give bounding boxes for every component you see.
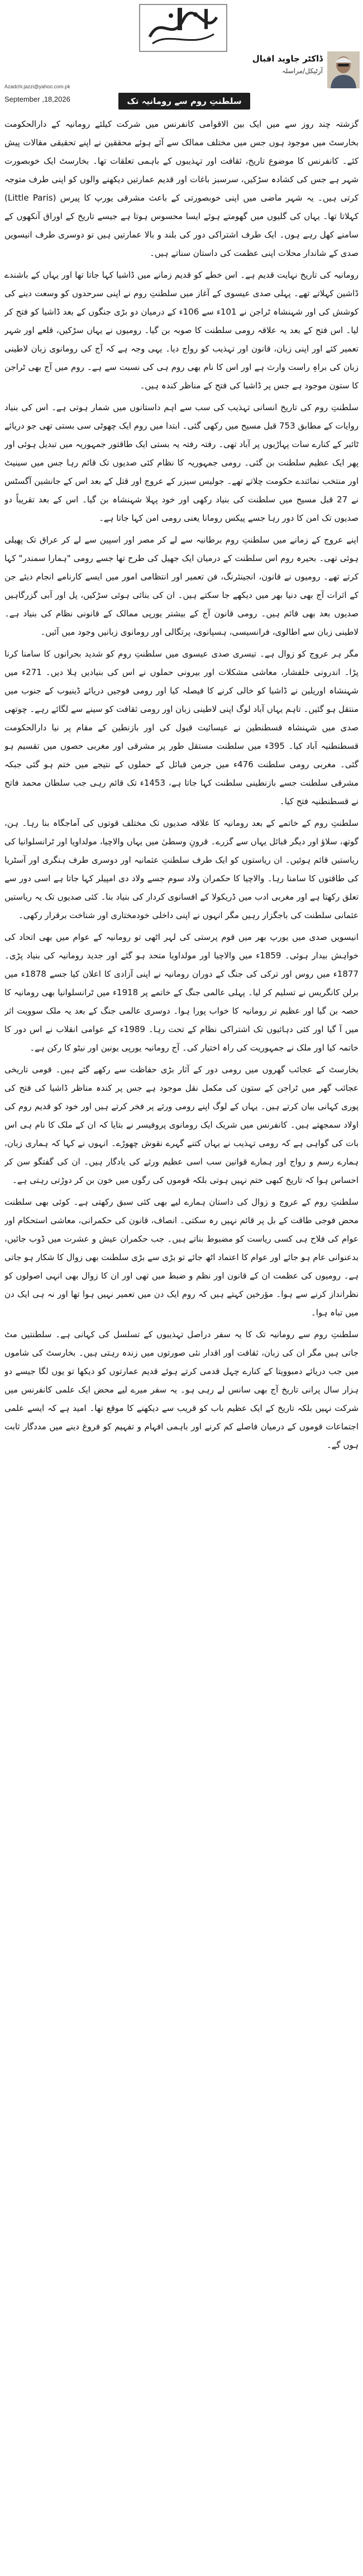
- author-box: [243, 51, 360, 88]
- article-paragraph: سلطنتِ روم کے عروج و زوال کی داستان ہمارے لیے بھی کئی سبق رکھتی ہے۔ کوئی بھی سلطنت محض فوجی طاقت کے بل پر قائم نہیں رہ سکتی۔ انصاف، قانون کی حکمرانی، معاشی استحکام اور عوام کی فلاح ہی کسی ریاست کو مضبوط بناتے ہیں۔ جب حکمران عیش و عشرت میں ڈوب جائیں، بدعنوانی عام ہو جائے اور عوام کا اعتماد اٹھ جائے تو بڑی سے بڑی سلطنت بھی زوال کا شکار ہو جاتی ہے۔ رومیوں کی عظمت ان کے قانون اور نظم و ضبط میں تھی اور ان کا زوال بھی انہی اصولوں کو نظرانداز کرنے سے ہوا۔ مؤرخین کہتے ہیں کہ روم ایک دن میں تعمیر نہیں ہوا تھا اور نہ ہی ایک دن میں تباہ ہوا۔: [4, 1197, 359, 1318]
- article-body: [4, 115, 359, 2572]
- article-paragraph: انیسویں صدی میں یورپ بھر میں قوم پرستی کی لہر اٹھی تو رومانیہ کے عوام میں بھی اتحاد کی خواہش بیدار ہوئی۔ 1859ء میں والاچیا اور مولداویا متحد ہو گئے اور جدید رومانیہ کی بنیاد پڑی۔ 1877ء میں روس اور ترکی کی جنگ کے دوران رومانیہ نے اپنی آزادی کا اعلان کیا جسے 1878ء میں برلن کانگریس نے تسلیم کر لیا۔ پہلی عالمی جنگ کے خاتمے پر 1918ء میں ٹرانسلوانیا بھی رومانیہ کا حصہ بن گیا اور عظیم تر رومانیہ کا خواب پورا ہوا۔ دوسری عالمی جنگ کے بعد یہ ملک سوویت اثر میں آ گیا اور کئی دہائیوں تک اشتراکی نظام کے تحت رہا۔ 1989ء کے عوامی انقلاب نے اس دور کا خاتمہ کیا اور ملک نے جمہوریت کی راہ اختیار کی۔ آج رومانیہ یورپی یونین اور نیٹو کا رکن ہے۔: [4, 932, 359, 1053]
- author-avatar-icon: [327, 51, 360, 88]
- author-email: Azadchi.jazzi@yahoo.com.pk: [4, 84, 70, 89]
- article-paragraph: اپنے عروج کے زمانے میں سلطنتِ روم برطانیہ سے لے کر مصر اور اسپین سے لے کر عراق تک پھیلی ہوئی تھی۔ بحیرہ روم اس سلطنت کے درمیان ایک جھیل کی طرح تھا جسے رومی "ہمارا سمندر" کہا کرتے تھے۔ رومیوں نے قانون، انجینئرنگ، فن تعمیر اور انتظامی امور میں ایسے کارنامے انجام دیئے جن کے اثرات آج بھی دنیا بھر میں دیکھے جا سکتے ہیں۔ ان کی بنائی ہوئی سڑکیں، پل اور آبی گزرگاہیں صدیوں بعد بھی قائم ہیں۔ رومی قانون آج کے بیشتر یورپی ممالک کے قانونی نظام کی بنیاد ہے۔ لاطینی زبان سے اطالوی، فرانسیسی، ہسپانوی، پرتگالی اور رومانوی زبانیں وجود میں آئیں۔: [4, 535, 359, 637]
- masthead: [0, 0, 363, 106]
- publication-date: September ,18,2026: [4, 95, 70, 103]
- author-label: آرٹیکل/مراسلہ: [281, 67, 323, 75]
- article-paragraph: مگر ہر عروج کو زوال ہے۔ تیسری صدی عیسوی میں سلطنتِ روم کو شدید بحرانوں کا سامنا کرنا پڑا۔ اندرونی خلفشار، معاشی مشکلات اور بیرونی حملوں نے اس کی بنیادیں ہلا دیں۔ 271ء میں شہنشاہ اوریلین نے ڈاشیا کو خالی کرنے کا فیصلہ کیا اور رومی فوجیں دریائے ڈینیوب کے جنوب میں منتقل ہو گئیں۔ تاہم یہاں آباد لوگ اپنی لاطینی زبان اور رومی ثقافت کو سینے سے لگائے رہے۔ چوتھی صدی میں شہنشاہ قسطنطین نے عیسائیت قبول کی اور بازنطین کے مقام پر نیا دارالحکومت قسطنطنیہ آباد کیا۔ 395ء میں سلطنت مستقل طور پر مشرقی اور مغربی حصوں میں تقسیم ہو گئی۔ مغربی رومی سلطنت 476ء میں جرمن قبائل کے حملوں کے نتیجے میں ختم ہو گئی جبکہ مشرقی سلطنت جسے بازنطینی سلطنت کہا جاتا ہے، 1453ء تک قائم رہی جب سلطان محمد فاتح نے قسطنطنیہ فتح کیا۔: [4, 649, 359, 806]
- article-paragraph: بخارسٹ کے عجائب گھروں میں رومی دور کے آثار بڑی حفاظت سے رکھے گئے ہیں۔ قومی تاریخی عجائب گھر میں ٹراجن کے ستون کی مکمل نقل موجود ہے جس پر کندہ مناظر ڈاشیا کی فتح کی پوری کہانی بیان کرتے ہیں۔ یہاں کے لوگ اپنے رومی ورثے پر فخر کرتے ہیں اور خود کو قدیم روم کی اولاد سمجھتے ہیں۔ کانفرنس میں شریک ایک رومانوی پروفیسر نے بتایا کہ ان کے ملک کا نام ہی اس بات کی گواہی ہے کہ رومی تہذیب نے یہاں کتنے گہرے نقوش چھوڑے۔ انہوں نے کہا کہ ہماری زبان، ہمارے رسم و رواج اور ہمارے قوانین سب اسی عظیم ورثے کی یادگار ہیں۔ ان کی گفتگو سن کر احساس ہوا کہ تاریخ کبھی ختم نہیں ہوتی بلکہ قوموں کی رگوں میں خون بن کر دوڑتی رہتی ہے۔: [4, 1064, 359, 1185]
- newspaper-logo-icon: [138, 3, 228, 53]
- newspaper-logo: [138, 3, 228, 53]
- author-photo: [327, 51, 360, 88]
- article-paragraph: گزشتہ چند روز سے میں ایک بین الاقوامی کانفرنس میں شرکت کیلئے رومانیہ کے دارالحکومت بخارسٹ میں موجود ہوں جس میں مختلف ممالک سے آئے ہوئے محققین نے اپنے تحقیقی مقالات پیش کئے۔ کانفرنس کا موضوع تاریخ، ثقافت اور تہذیبوں کے باہمی تعلقات تھا۔ بخارسٹ ایک خوبصورت شہر ہے جس کی کشادہ سڑکیں، سرسبز باغات اور قدیم عمارتیں دیکھنے والوں کو اپنی طرف متوجہ کرتی ہیں۔ یہ شہر ماضی میں اپنی خوبصورتی کے باعث مشرقی یورپ کا پیرس (Little Paris) کہلاتا تھا۔ یہاں کی گلیوں میں گھومتے ہوئے ایسا محسوس ہوتا ہے جیسے تاریخ کے اوراق آنکھوں کے سامنے کھل رہے ہوں۔ ایک طرف اشتراکی دور کی بلند و بالا عمارتیں ہیں تو دوسری طرف انیسویں صدی کے شاندار محلات اپنی عظمت کی داستان سناتے ہیں۔: [4, 119, 359, 258]
- article-paragraph: رومانیہ کی تاریخ نہایت قدیم ہے۔ اس خطے کو قدیم زمانے میں ڈاشیا کہا جاتا تھا اور یہاں کے باشندے ڈاشین کہلاتے تھے۔ پہلی صدی عیسوی کے آغاز میں سلطنتِ روم نے اپنی سرحدوں کو وسعت دینے کی کوشش کی اور شہنشاہ ٹراجن نے 101ء سے 106ء کے درمیان دو بڑی جنگوں کے بعد ڈاشیا کو فتح کر لیا۔ اس فتح کے بعد یہ علاقہ رومی سلطنت کا صوبہ بن گیا۔ رومیوں نے یہاں سڑکیں، قلعے اور شہر تعمیر کئے اور اپنی زبان، قانون اور تہذیب کو رواج دیا۔ یہی وجہ ہے کہ آج کی رومانوی زبان لاطینی زبان کی براہِ راست وارث ہے اور اس کا نام بھی روم ہی کی نسبت سے ہے۔ روم میں آج بھی ٹراجن کا ستون موجود ہے جس پر ڈاشیا کی فتح کے مناظر کندہ ہیں۔: [4, 270, 359, 391]
- article-paragraph: سلطنتِ روم کی تاریخ انسانی تہذیب کی سب سے اہم داستانوں میں شمار ہوتی ہے۔ اس کی بنیاد روایات کے مطابق 753 قبل مسیح میں رکھی گئی۔ ابتدا میں روم ایک چھوٹی سی بستی تھی جو دریائے ٹائبر کے کنارے سات پہاڑیوں پر آباد تھی۔ رفتہ رفتہ یہ بستی ایک طاقتور جمہوریہ میں تبدیل ہوئی اور پھر ایک عظیم سلطنت بن گئی۔ رومی جمہوریہ کا نظام کئی صدیوں تک قائم رہا جس میں سینیٹ اور منتخب نمائندے حکومت چلاتے تھے۔ جولیس سیزر کے عروج اور قتل کے بعد اس کے جانشین آگسٹس نے 27 قبل مسیح میں سلطنت کی بنیاد رکھی اور خود پہلا شہنشاہ بن گیا۔ اس کے بعد تقریباً دو صدیوں تک امن کا دور رہا جسے پیکس رومانا یعنی رومی امن کہا جاتا ہے۔: [4, 402, 359, 523]
- article-paragraph: سلطنتِ روم کے خاتمے کے بعد رومانیہ کا علاقہ صدیوں تک مختلف قوتوں کی آماجگاہ بنا رہا۔ ہن، گوتھ، سلاؤ اور دیگر قبائل یہاں سے گزرے۔ قرونِ وسطیٰ میں یہاں والاچیا، مولداویا اور ٹرانسلوانیا کی ریاستیں قائم ہوئیں۔ ان ریاستوں کو ایک طرف سلطنتِ عثمانیہ اور دوسری طرف ہنگری اور آسٹریا کی طاقتوں کا سامنا رہا۔ والاچیا کا حکمران ولاد سوم جسے ولاد دی امپیلر کہا جاتا ہے اسی دور سے تعلق رکھتا ہے اور مغربی ادب میں ڈریکولا کے افسانوی کردار کی بنیاد بنا۔ کئی صدیوں تک یہ ریاستیں عثمانی سلطنت کی باجگزار رہیں مگر انہوں نے اپنی داخلی خودمختاری اور شناخت برقرار رکھی۔: [4, 818, 359, 920]
- author-name: ڈاکٹر جاوید اقبال: [252, 54, 323, 64]
- column-title: سلطنتِ روم سے رومانیہ تک: [118, 93, 250, 110]
- article-paragraph: سلطنتِ روم سے رومانیہ تک کا یہ سفر دراصل تہذیبوں کے تسلسل کی کہانی ہے۔ سلطنتیں مٹ جاتی ہیں مگر ان کی زبان، ثقافت اور اقدار نئی صورتوں میں زندہ رہتی ہیں۔ بخارسٹ کی شاموں میں جب دریائے دمبوویتا کے کنارے چہل قدمی کرتے ہوئے قدیم عمارتوں کو دیکھا تو یوں لگا جیسے دو ہزار سال پرانی تاریخ آج بھی سانس لے رہی ہو۔ یہ سفر میرے لیے محض ایک علمی کانفرنس میں شرکت نہیں بلکہ تاریخ کے ایک عظیم باب کو قریب سے دیکھنے کا موقع تھا۔ امید ہے کہ ایسے علمی اجتماعات قوموں کے درمیان فاصلے کم کرنے اور باہمی افہام و تفہیم کو فروغ دینے میں مددگار ثابت ہوں گے۔: [4, 1329, 359, 1450]
